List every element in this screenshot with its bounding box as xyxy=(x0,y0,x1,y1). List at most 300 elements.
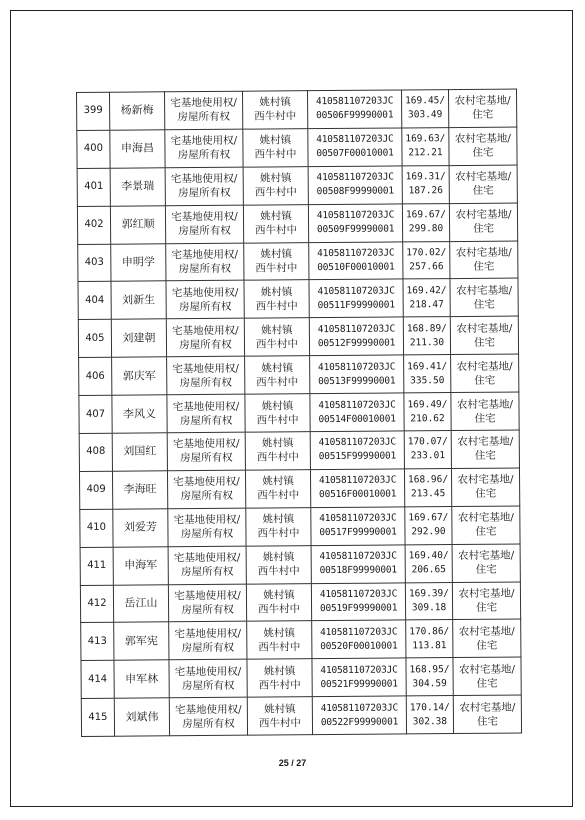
location-cell-line: 西牛村中 xyxy=(258,716,302,730)
land-use-cell xyxy=(450,241,518,279)
row-number-cell-line: 409 xyxy=(86,484,106,496)
area-cell-line: 210.62 xyxy=(410,412,445,424)
parcel-code-cell xyxy=(310,355,404,394)
parcel-code-cell xyxy=(307,90,401,129)
location-cell-line: 姚村镇 xyxy=(261,437,294,451)
land-use-cell-line: 住宅 xyxy=(473,298,495,311)
row-number-cell xyxy=(77,168,110,206)
owner-name-cell xyxy=(112,357,167,395)
parcel-code-cell-line: 410581107203JC xyxy=(318,474,397,487)
parcel-code-cell-line: 00518F99990001 xyxy=(319,564,397,577)
area-cell-line: 168.89/ xyxy=(406,322,447,335)
right-type-cell-line: 房屋所有权 xyxy=(178,187,231,200)
owner-name-cell xyxy=(111,319,166,357)
area-cell xyxy=(401,90,448,128)
owner-name-cell-line: 岳江山 xyxy=(124,596,158,610)
parcel-code-cell xyxy=(311,507,405,546)
location-cell-line: 西牛村中 xyxy=(257,565,300,578)
table-row xyxy=(80,544,520,585)
area-cell-line: 169.31/ xyxy=(405,171,446,183)
location-cell-line: 西牛村中 xyxy=(255,300,298,313)
land-use-cell xyxy=(451,354,519,392)
area-cell xyxy=(405,582,452,620)
table-row xyxy=(80,506,520,547)
location-cell xyxy=(244,242,309,280)
land-use-cell-line: 农村宅基地/ xyxy=(455,208,512,222)
location-cell-line: 姚村镇 xyxy=(260,248,293,261)
area-cell-line: 211.30 xyxy=(409,336,445,349)
right-type-cell-line: 宅基地使用权/ xyxy=(170,135,238,148)
table-row xyxy=(80,582,520,623)
owner-name-cell xyxy=(114,660,169,698)
land-use-cell xyxy=(451,468,519,506)
area-cell-line: 304.59 xyxy=(412,677,447,690)
owner-name-cell xyxy=(112,395,167,433)
parcel-code-cell xyxy=(310,393,404,432)
location-cell xyxy=(243,129,308,167)
area-cell xyxy=(406,658,453,696)
land-use-cell xyxy=(451,392,519,430)
land-use-cell xyxy=(452,544,520,582)
land-use-cell-line: 农村宅基地/ xyxy=(455,246,512,260)
owner-name-cell-line: 郭庆军 xyxy=(122,369,156,383)
land-use-cell-line: 住宅 xyxy=(476,601,498,614)
land-use-cell xyxy=(449,127,517,165)
row-number-cell-line: 413 xyxy=(87,635,107,647)
area-cell-line: 169.42/ xyxy=(406,284,447,297)
land-use-cell-line: 农村宅基地/ xyxy=(457,473,514,487)
row-number-cell xyxy=(79,395,112,433)
location-cell-line: 西牛村中 xyxy=(257,527,300,540)
parcel-code-cell-line: 00511F99990001 xyxy=(317,299,395,311)
table-row xyxy=(77,165,517,206)
owner-name-cell-line: 申军林 xyxy=(125,672,159,686)
parcel-code-cell xyxy=(308,166,402,205)
row-number-cell xyxy=(78,282,111,320)
right-type-cell xyxy=(168,546,246,585)
owner-name-cell-line: 申海军 xyxy=(124,558,158,572)
land-use-cell-line: 农村宅基地/ xyxy=(454,95,511,108)
parcel-code-cell-line: 410581107203JC xyxy=(317,285,395,298)
location-cell-line: 西牛村中 xyxy=(254,148,297,161)
right-type-cell-line: 房屋所有权 xyxy=(182,717,235,730)
land-use-cell-line: 农村宅基地/ xyxy=(455,284,513,297)
right-type-cell xyxy=(167,394,245,433)
row-number-cell-line: 411 xyxy=(87,559,107,572)
land-use-cell-line: 农村宅基地/ xyxy=(457,436,514,449)
right-type-cell xyxy=(169,622,247,661)
right-type-cell-line: 房屋所有权 xyxy=(180,565,234,579)
area-cell-line: 213.45 xyxy=(410,488,446,500)
area-cell xyxy=(403,241,450,279)
area-cell-line: 299.80 xyxy=(408,223,444,235)
parcel-code-cell-line: 410581107203JC xyxy=(318,436,396,449)
land-use-cell-line: 住宅 xyxy=(472,147,494,160)
registry-table-wrapper xyxy=(76,89,521,738)
parcel-code-cell xyxy=(310,469,404,508)
location-cell xyxy=(246,583,311,621)
owner-name-cell xyxy=(110,130,165,168)
land-use-cell-line: 农村宅基地/ xyxy=(454,132,511,146)
row-number-cell-line: 412 xyxy=(87,597,107,609)
right-type-cell xyxy=(165,91,243,130)
right-type-cell-line: 宅基地使用权/ xyxy=(172,324,239,338)
parcel-code-cell-line: 00508F99990001 xyxy=(316,185,394,198)
right-type-cell xyxy=(168,584,246,623)
right-type-cell-line: 宅基地使用权/ xyxy=(172,400,240,413)
owner-name-cell-line: 刘爱芳 xyxy=(123,520,157,534)
right-type-cell-line: 房屋所有权 xyxy=(180,490,233,503)
owner-name-cell-line: 李风义 xyxy=(122,406,157,421)
location-cell-line: 西牛村中 xyxy=(258,641,301,654)
land-use-cell-line: 住宅 xyxy=(473,222,495,235)
land-use-cell xyxy=(453,619,521,657)
area-cell-line: 168.95/ xyxy=(409,663,450,676)
row-number-cell-line: 407 xyxy=(85,408,106,420)
location-cell-line: 姚村镇 xyxy=(259,134,292,147)
area-cell-line: 169.67/ xyxy=(405,209,447,221)
table-row xyxy=(81,657,521,698)
page-number: 25 / 27 xyxy=(278,758,307,768)
location-cell-line: 西牛村中 xyxy=(255,224,298,237)
location-cell-line: 姚村镇 xyxy=(261,361,293,375)
parcel-code-cell xyxy=(308,204,402,243)
row-number-cell-line: 399 xyxy=(83,105,103,117)
row-number-cell-line: 400 xyxy=(83,143,104,155)
parcel-code-cell-line: 410581107203JC xyxy=(317,323,396,335)
right-type-cell-line: 房屋所有权 xyxy=(180,452,233,465)
right-type-cell-line: 房屋所有权 xyxy=(181,641,235,655)
parcel-code-cell-line: 00512F99990001 xyxy=(317,337,396,349)
right-type-cell-line: 宅基地使用权/ xyxy=(173,513,241,527)
owner-name-cell-line: 李海旺 xyxy=(123,482,157,496)
area-cell-line: 218.47 xyxy=(409,299,444,311)
parcel-code-cell-line: 00510F00010001 xyxy=(317,261,395,274)
location-cell xyxy=(247,621,312,659)
location-cell xyxy=(245,356,310,394)
parcel-code-cell-line: 410581107203JC xyxy=(319,512,397,525)
land-use-cell-line: 住宅 xyxy=(473,260,495,273)
area-cell-line: 233.01 xyxy=(410,450,446,462)
parcel-code-cell-line: 00509F99990001 xyxy=(316,223,395,236)
area-cell-line: 309.18 xyxy=(411,602,447,614)
table-row xyxy=(79,468,519,509)
location-cell xyxy=(246,507,311,545)
area-cell-line: 169.41/ xyxy=(407,360,448,373)
area-cell-line: 170.07/ xyxy=(407,436,448,448)
right-type-cell-line: 宅基地使用权/ xyxy=(172,438,240,451)
area-cell-line: 302.38 xyxy=(412,715,448,728)
row-number-cell-line: 401 xyxy=(84,181,104,193)
right-type-cell-line: 房屋所有权 xyxy=(180,528,234,541)
right-type-cell-line: 房屋所有权 xyxy=(177,111,231,124)
area-cell xyxy=(404,431,451,469)
owner-name-cell xyxy=(114,622,169,660)
right-type-cell-line: 宅基地使用权/ xyxy=(172,362,239,375)
land-use-cell-line: 农村宅基地/ xyxy=(458,549,515,563)
area-cell-line: 169.39/ xyxy=(408,588,450,600)
right-type-cell xyxy=(165,167,243,206)
parcel-code-cell-line: 410581107203JC xyxy=(316,133,394,146)
parcel-code-cell xyxy=(312,658,406,697)
area-cell-line: 187.26 xyxy=(408,185,443,197)
row-number-cell xyxy=(77,92,110,130)
area-cell xyxy=(404,355,451,393)
parcel-code-cell-line: 00520F00010001 xyxy=(320,640,398,653)
row-number-cell-line: 405 xyxy=(85,332,105,344)
land-use-cell xyxy=(450,316,518,354)
area-cell-line: 292.90 xyxy=(411,526,446,538)
parcel-code-cell-line: 410581107203JC xyxy=(319,550,397,563)
row-number-cell xyxy=(78,320,111,358)
parcel-code-cell xyxy=(308,128,402,167)
owner-name-cell xyxy=(112,471,167,509)
right-type-cell xyxy=(167,432,245,471)
land-use-cell-line: 农村宅基地/ xyxy=(455,170,512,184)
area-cell xyxy=(403,317,450,355)
location-cell xyxy=(244,280,309,318)
owner-name-cell xyxy=(110,92,165,130)
right-type-cell-line: 房屋所有权 xyxy=(177,149,231,162)
location-cell xyxy=(244,318,309,356)
land-use-cell-line: 农村宅基地/ xyxy=(458,663,516,676)
table-row xyxy=(77,127,517,168)
location-cell-line: 西牛村中 xyxy=(254,110,297,124)
right-type-cell-line: 房屋所有权 xyxy=(181,679,235,692)
land-use-cell-line: 住宅 xyxy=(476,677,498,690)
area-cell-line: 257.66 xyxy=(409,261,444,273)
parcel-code-cell-line: 00521F99990001 xyxy=(320,678,398,690)
parcel-code-cell-line: 410581107203JC xyxy=(316,171,394,184)
parcel-code-cell-line: 00516F00010001 xyxy=(318,488,397,501)
parcel-code-cell-line: 410581107203JC xyxy=(318,399,396,411)
row-number-cell-line: 410 xyxy=(86,522,107,534)
right-type-cell-line: 宅基地使用权/ xyxy=(170,172,238,186)
right-type-cell-line: 房屋所有权 xyxy=(178,300,232,314)
parcel-code-cell-line: 00507F00010001 xyxy=(316,147,394,160)
table-row xyxy=(81,695,521,736)
row-number-cell xyxy=(79,357,112,395)
location-cell-line: 姚村镇 xyxy=(263,627,296,640)
owner-name-cell-line: 刘国红 xyxy=(123,444,157,459)
parcel-code-cell-line: 410581107203JC xyxy=(320,664,398,676)
row-number-cell xyxy=(80,547,113,585)
location-cell-line: 西牛村中 xyxy=(255,262,298,275)
right-type-cell-line: 房屋所有权 xyxy=(179,414,233,427)
right-type-cell-line: 宅基地使用权/ xyxy=(173,476,240,489)
area-cell xyxy=(402,165,449,203)
location-cell-line: 姚村镇 xyxy=(261,324,293,337)
area-cell-line: 168.96/ xyxy=(407,474,449,486)
land-use-cell-line: 住宅 xyxy=(476,715,499,728)
row-number-cell-line: 403 xyxy=(84,256,104,268)
land-use-cell-line: 住宅 xyxy=(474,412,496,425)
owner-name-cell xyxy=(111,281,166,319)
location-cell-line: 姚村镇 xyxy=(263,665,296,678)
location-cell-line: 姚村镇 xyxy=(261,399,294,413)
area-cell-line: 212.21 xyxy=(408,147,443,159)
right-type-cell-line: 宅基地使用权/ xyxy=(170,97,237,110)
right-type-cell xyxy=(169,697,247,736)
area-cell-line: 169.40/ xyxy=(408,550,449,562)
parcel-code-cell xyxy=(312,696,406,735)
parcel-code-cell xyxy=(312,620,406,659)
right-type-cell xyxy=(167,470,245,509)
row-number-cell-line: 415 xyxy=(88,711,108,723)
location-cell-line: 姚村镇 xyxy=(260,210,292,223)
area-cell-line: 169.49/ xyxy=(407,398,448,410)
row-number-cell xyxy=(79,433,112,471)
table-row xyxy=(79,392,519,433)
owner-name-cell xyxy=(111,243,166,281)
land-use-cell xyxy=(453,695,521,733)
land-use-cell-line: 农村宅基地/ xyxy=(456,398,514,411)
row-number-cell xyxy=(80,509,113,547)
row-number-cell xyxy=(78,244,111,282)
land-use-cell-line: 住宅 xyxy=(475,563,497,576)
land-use-cell-line: 农村宅基地/ xyxy=(456,360,513,373)
land-use-cell xyxy=(451,430,519,468)
area-cell-line: 169.67/ xyxy=(408,512,449,524)
parcel-code-cell-line: 00514F00010001 xyxy=(318,413,396,425)
owner-name-cell-line: 李景瑞 xyxy=(121,179,155,193)
row-number-cell xyxy=(81,698,114,736)
land-use-cell-line: 农村宅基地/ xyxy=(459,701,516,714)
right-type-cell xyxy=(169,660,247,699)
row-number-cell xyxy=(80,585,113,623)
parcel-code-cell xyxy=(309,242,403,281)
location-cell xyxy=(245,470,310,508)
land-use-cell xyxy=(449,203,517,241)
right-type-cell xyxy=(165,129,243,168)
row-number-cell xyxy=(77,206,110,244)
right-type-cell-line: 宅基地使用权/ xyxy=(173,551,241,565)
owner-name-cell-line: 申海昌 xyxy=(120,141,154,155)
location-cell-line: 西牛村中 xyxy=(254,186,297,199)
right-type-cell xyxy=(168,508,246,547)
right-type-cell xyxy=(166,281,244,320)
area-cell xyxy=(403,279,450,317)
area-cell-line: 170.14/ xyxy=(409,701,450,714)
location-cell-line: 姚村镇 xyxy=(263,589,295,602)
owner-name-cell-line: 刘斌伟 xyxy=(125,710,159,724)
right-type-cell-line: 宅基地使用权/ xyxy=(175,703,242,716)
right-type-cell-line: 宅基地使用权/ xyxy=(171,248,239,262)
right-type-cell-line: 房屋所有权 xyxy=(181,603,234,617)
location-cell xyxy=(245,432,310,470)
land-use-cell-line: 住宅 xyxy=(472,184,494,198)
land-use-cell xyxy=(452,506,520,544)
table-row xyxy=(79,354,519,395)
location-cell-line: 姚村镇 xyxy=(262,513,295,526)
right-type-cell xyxy=(166,243,244,282)
location-cell xyxy=(246,545,311,583)
area-cell xyxy=(402,203,449,241)
land-use-cell-line: 农村宅基地/ xyxy=(458,587,515,601)
owner-name-cell-line: 刘新生 xyxy=(122,293,156,307)
location-cell xyxy=(242,91,307,129)
table-row xyxy=(78,316,518,357)
parcel-code-cell xyxy=(309,317,403,356)
parcel-code-cell-line: 410581107203JC xyxy=(317,247,395,260)
area-cell xyxy=(405,506,452,544)
row-number-cell-line: 406 xyxy=(85,370,105,382)
right-type-cell xyxy=(167,356,245,395)
area-cell-line: 169.63/ xyxy=(405,133,446,145)
location-cell-line: 西牛村中 xyxy=(255,338,299,351)
owner-name-cell xyxy=(110,205,165,243)
parcel-code-cell-line: 00519F99990001 xyxy=(319,602,398,615)
parcel-code-cell xyxy=(310,431,404,470)
table-row xyxy=(79,430,519,471)
row-number-cell-line: 408 xyxy=(86,446,106,458)
parcel-code-cell-line: 00506F99990001 xyxy=(316,109,394,122)
owner-name-cell-line: 申明学 xyxy=(121,255,155,269)
row-number-cell xyxy=(79,471,112,509)
right-type-cell xyxy=(165,205,243,244)
parcel-code-cell-line: 00513F99990001 xyxy=(318,375,396,387)
parcel-code-cell-line: 410581107203JC xyxy=(320,702,399,714)
land-use-cell-line: 农村宅基地/ xyxy=(458,625,515,638)
owner-name-cell-line: 郭红顺 xyxy=(121,217,155,231)
land-use-cell-line: 住宅 xyxy=(473,336,496,349)
table-row xyxy=(81,619,521,660)
area-cell xyxy=(402,127,449,165)
land-use-cell xyxy=(449,165,517,203)
right-type-cell-line: 宅基地使用权/ xyxy=(174,665,242,679)
location-cell-line: 姚村镇 xyxy=(264,702,296,716)
area-cell-line: 170.86/ xyxy=(409,625,450,638)
owner-name-cell xyxy=(114,698,169,736)
land-use-cell xyxy=(450,278,518,316)
location-cell-line: 西牛村中 xyxy=(258,603,301,616)
owner-name-cell xyxy=(112,433,167,471)
land-use-cell-line: 农村宅基地/ xyxy=(457,511,514,525)
row-number-cell xyxy=(81,661,114,699)
row-number-cell xyxy=(81,623,114,661)
row-number-cell-line: 414 xyxy=(88,673,108,685)
land-use-cell-line: 住宅 xyxy=(472,109,494,122)
location-cell xyxy=(247,659,312,697)
location-cell-line: 西牛村中 xyxy=(258,679,301,692)
parcel-code-cell-line: 00522F99990001 xyxy=(320,716,399,728)
location-cell-line: 姚村镇 xyxy=(260,286,293,299)
land-use-cell-line: 住宅 xyxy=(474,374,496,387)
parcel-code-cell-line: 410581107203JC xyxy=(320,626,398,639)
land-use-cell-line: 住宅 xyxy=(475,525,497,539)
land-use-cell-line: 住宅 xyxy=(476,639,498,652)
location-cell-line: 西牛村中 xyxy=(256,375,299,389)
right-type-cell-line: 宅基地使用权/ xyxy=(171,286,239,300)
right-type-cell-line: 房屋所有权 xyxy=(178,262,232,276)
owner-name-cell-line: 刘建朝 xyxy=(122,331,156,345)
right-type-cell-line: 宅基地使用权/ xyxy=(174,589,241,603)
location-cell-line: 西牛村中 xyxy=(257,489,300,502)
location-cell-line: 姚村镇 xyxy=(262,475,294,488)
location-cell-line: 姚村镇 xyxy=(259,172,292,185)
right-type-cell-line: 房屋所有权 xyxy=(179,376,233,389)
area-cell-line: 335.50 xyxy=(410,374,445,387)
owner-name-cell xyxy=(113,546,168,584)
land-use-cell-line: 农村宅基地/ xyxy=(456,322,513,335)
area-cell xyxy=(406,620,453,658)
area-cell-line: 303.49 xyxy=(407,109,443,121)
parcel-code-cell xyxy=(309,279,403,318)
land-use-cell-line: 住宅 xyxy=(475,488,497,501)
table-body xyxy=(77,89,522,737)
land-use-cell xyxy=(448,89,516,127)
parcel-code-cell-line: 410581107203JC xyxy=(316,209,395,222)
